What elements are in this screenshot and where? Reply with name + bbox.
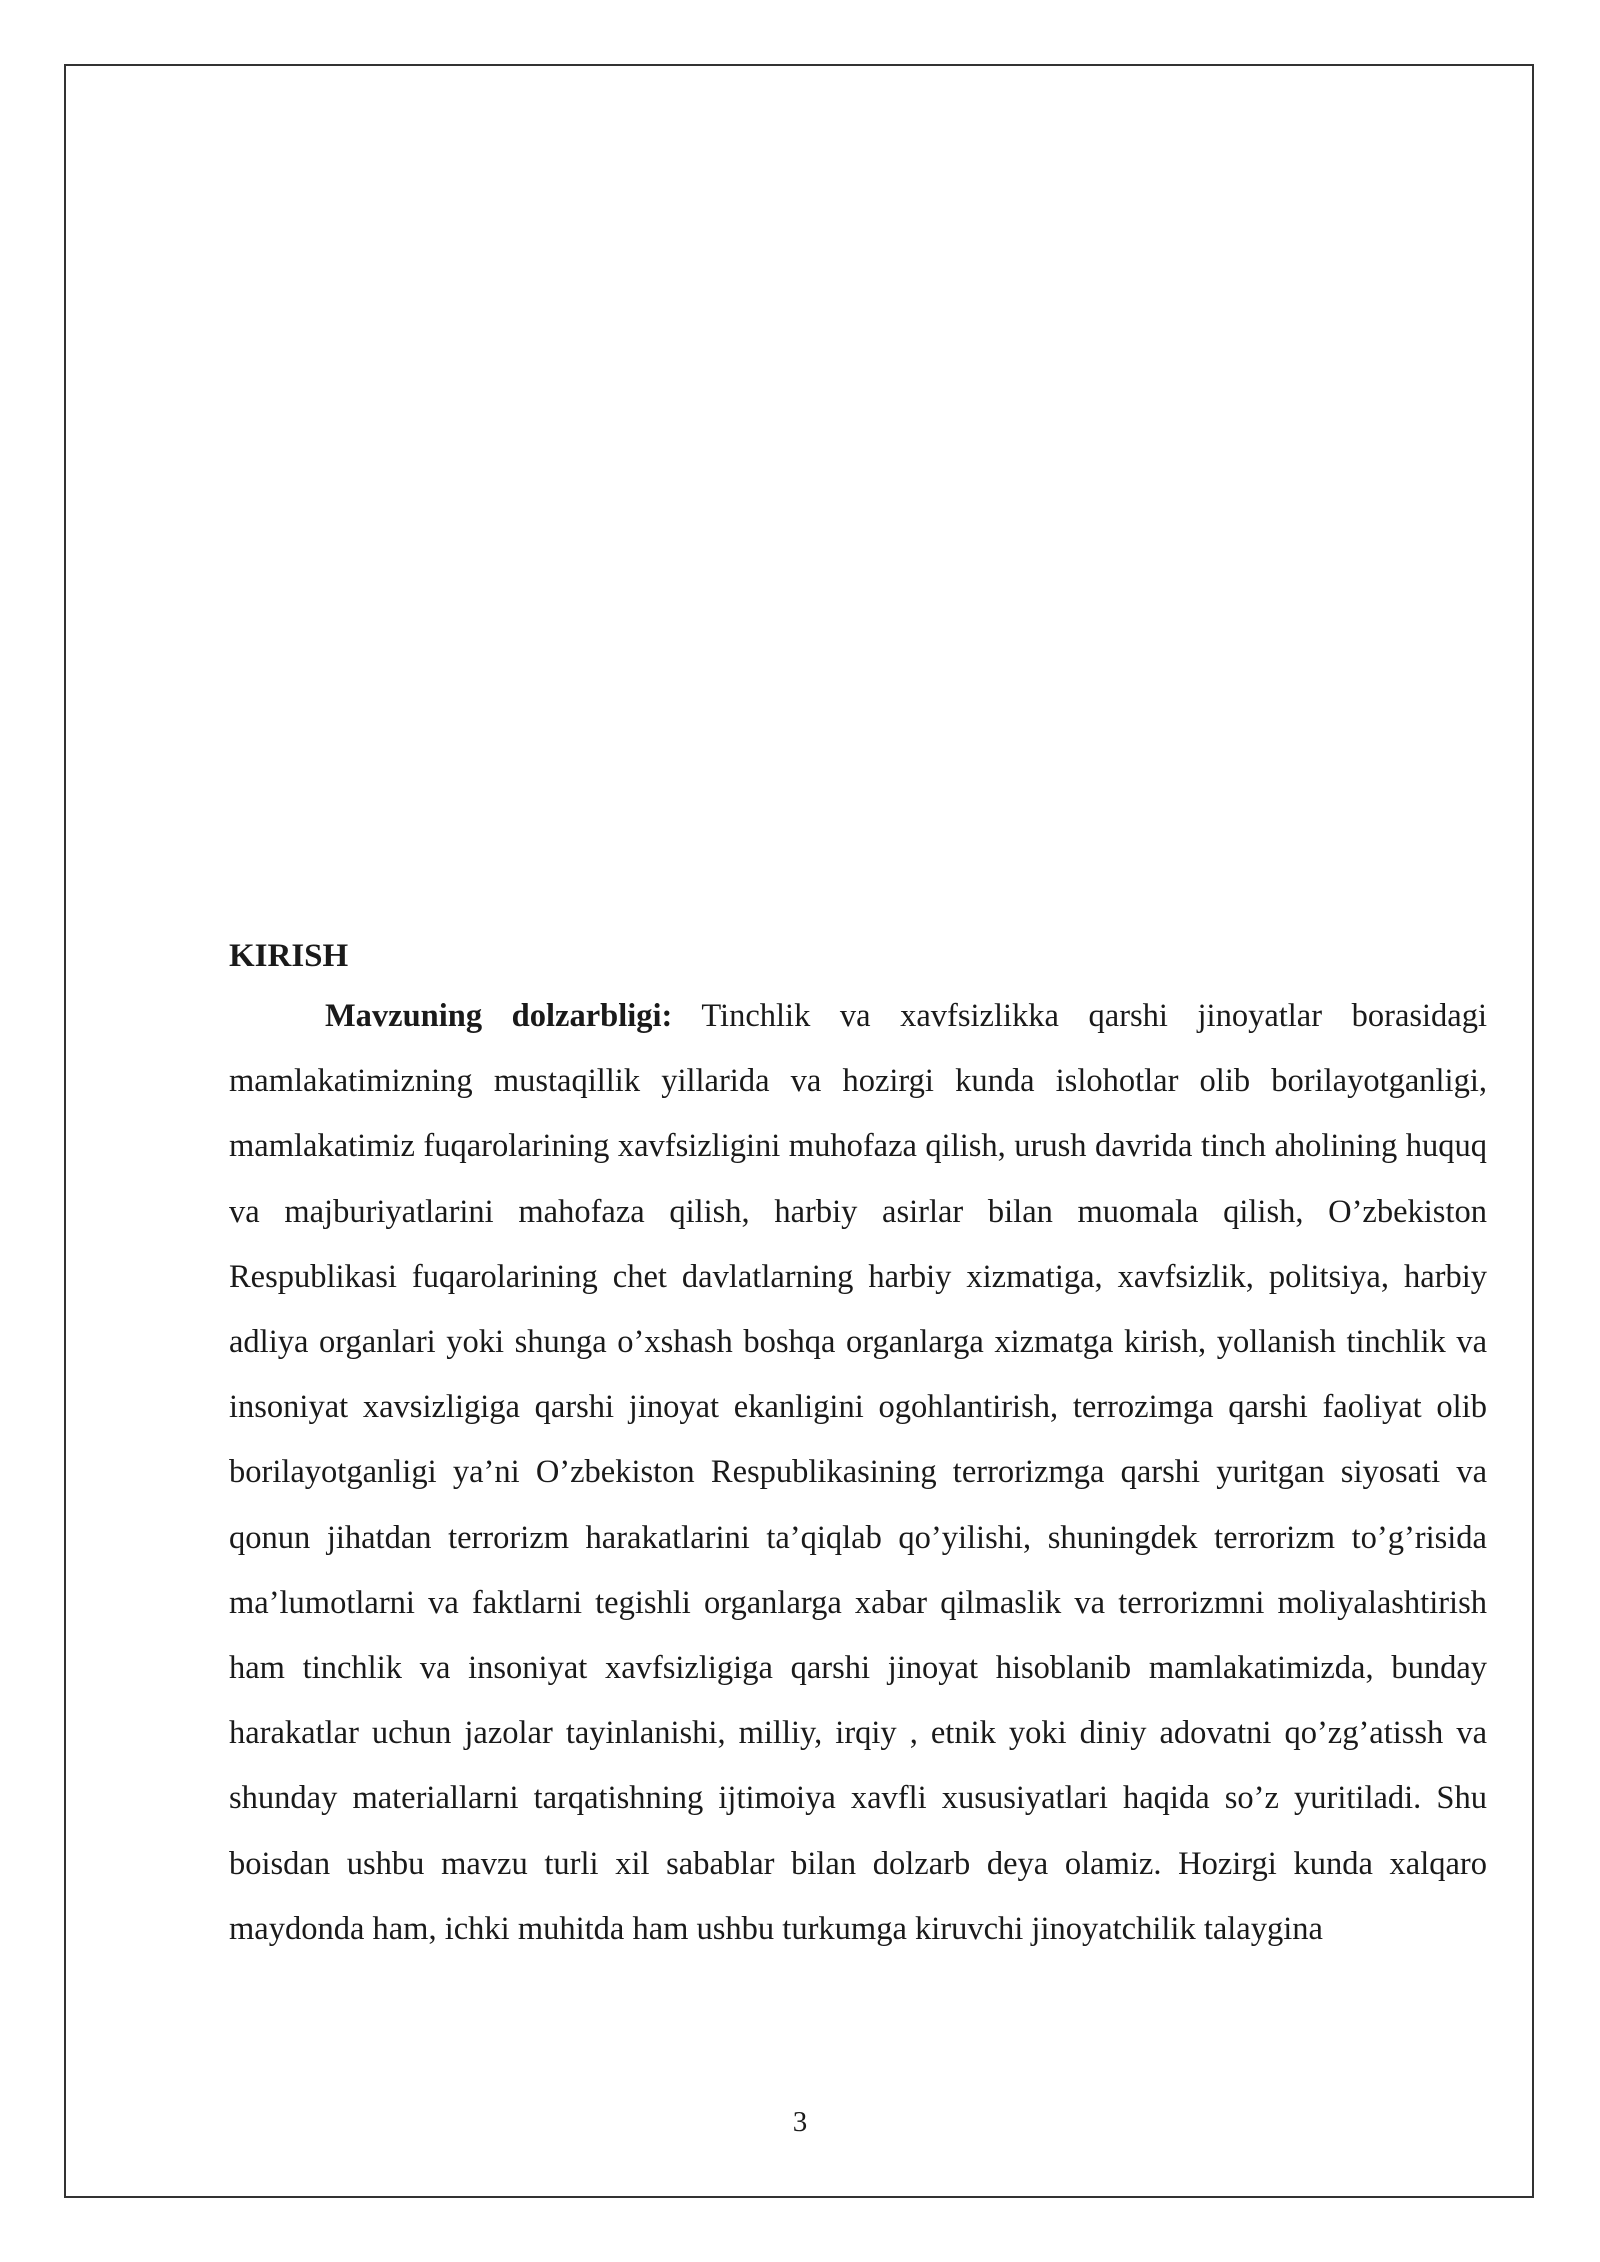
- paragraph-lead: Mavzuning dolzarbligi:: [325, 998, 673, 1034]
- paragraph-text: Tinchlik va xavfsizlikka qarshi jinoyatlar borasidagi mamlakatimizning mustaqillik yillarida va hozirgi kunda islohotlar olib borilayotganligi, mamlakatimiz fuqarolarining xavfsizligini muhofaza qilish, urush davrida tinch aholining huquq va majburiyatlarini mahofaza qilish, harbiy asirlar bilan muomala qilish, O’zbekiston Respublikasi fuqarolarining chet davlatlarning harbiy xizmatiga, xavfsizlik, politsiya, harbiy adliya organlari yoki shunga o’xshash boshqa organlarga xizmatga kirish, yollanish tinchlik va insoniyat xavsizligiga qarshi jinoyat ekanligini ogohlantirish, terrozimga qarshi faoliyat olib borilayotganligi ya’ni O’zbekiston Respublikasining terrorizmga qarshi yuritgan siyosati va qonun jihatdan terrorizm harakatlarini ta’qiqlab qo’yilishi, shuningdek terrorizm to’g’risida ma’lumotlarni va faktlarni tegishli organlarga xabar qilmaslik va terrorizmni moliyalashtirish ham tinchlik va insoniyat xavfsizligiga qarshi jinoyat hisoblanib mamlakatimizda, bunday harakatlar uchun jazolar tayinlanishi, milliy, irqiy , etnik yoki diniy adovatni qo’zg’atissh va shunday materiallarni tarqatishning ijtimoiya xavfli xususiyatlari haqida so’z yuritiladi. Shu boisdan ushbu mavzu turli xil sabablar bilan dolzarb deya olamiz. Hozirgi kunda xalqaro maydonda ham, ichki muhitda ham ushbu turkumga kiruvchi jinoyatchilik talaygina: [229, 998, 1488, 1947]
- body-paragraph: [229, 984, 1487, 1962]
- section-heading: KIRISH: [229, 938, 349, 974]
- page-number: 3: [792, 2106, 808, 2138]
- document-body: [229, 928, 1487, 1962]
